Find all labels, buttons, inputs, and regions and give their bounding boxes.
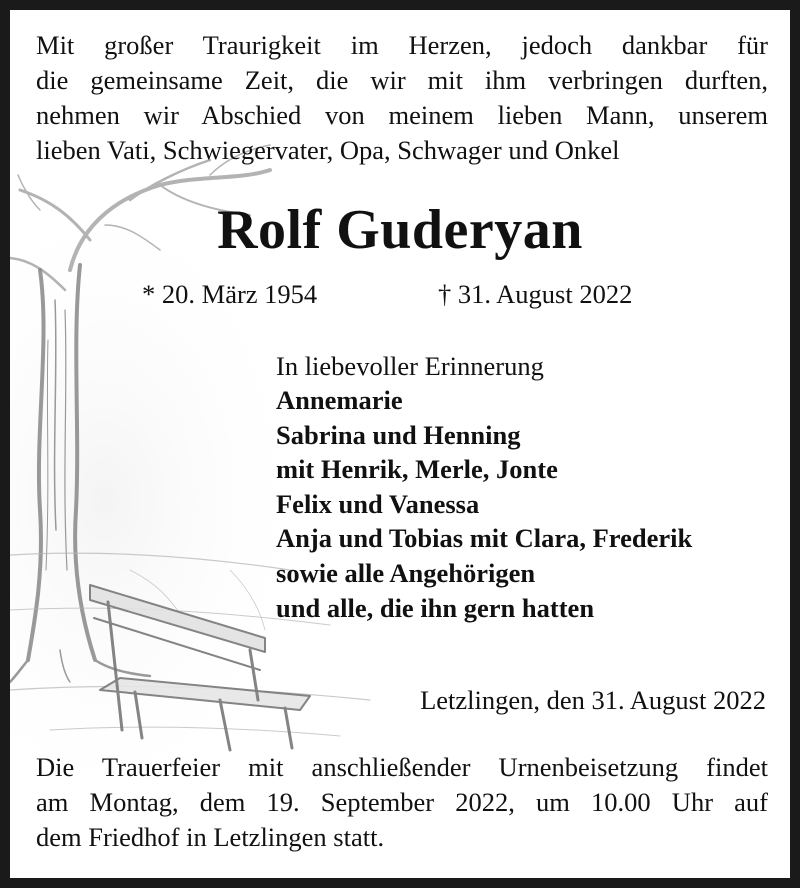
death-date: † 31. August 2022 <box>438 279 633 309</box>
mourner-line: sowie alle Angehörigen <box>276 557 536 588</box>
place-and-date: Letzlingen, den 31. August 2022 <box>420 685 766 715</box>
service-line: am Montag, dem 19. September 2022, um 10.00 Uhr auf <box>36 787 768 817</box>
mourners-list <box>276 383 692 625</box>
birth-date: * 20. März 1954 <box>142 279 318 309</box>
mourner-line: Annemarie <box>276 385 403 415</box>
mourner-line: Felix und Vanessa <box>276 488 480 519</box>
service-line: Die Trauerfeier mit anschließender Urnenbeisetzung findet <box>36 752 768 782</box>
mourner-line: Anja und Tobias mit Clara, Frederik <box>276 523 693 554</box>
mourner-line: und alle, die ihn gern hatten <box>276 592 595 623</box>
remembrance-heading: In liebevoller Erinnerung <box>276 351 544 381</box>
intro-text <box>36 28 768 168</box>
service-line: dem Friedhof in Letzlingen statt. <box>36 822 385 852</box>
intro-line: die gemeinsame Zeit, die wir mit ihm verbringen durften, <box>36 65 768 95</box>
funeral-service-text <box>36 750 768 855</box>
intro-line: lieben Vati, Schwiegervater, Opa, Schwager und Onkel <box>36 135 620 165</box>
intro-line: Mit großer Traurigkeit im Herzen, jedoch dankbar für <box>36 30 768 60</box>
intro-line: nehmen wir Abschied von meinem lieben Mann, unserem <box>36 100 768 130</box>
mourner-line: mit Henrik, Merle, Jonte <box>276 454 558 485</box>
mourner-line: Sabrina und Henning <box>276 419 521 450</box>
deceased-name: Rolf Guderyan <box>217 199 583 261</box>
